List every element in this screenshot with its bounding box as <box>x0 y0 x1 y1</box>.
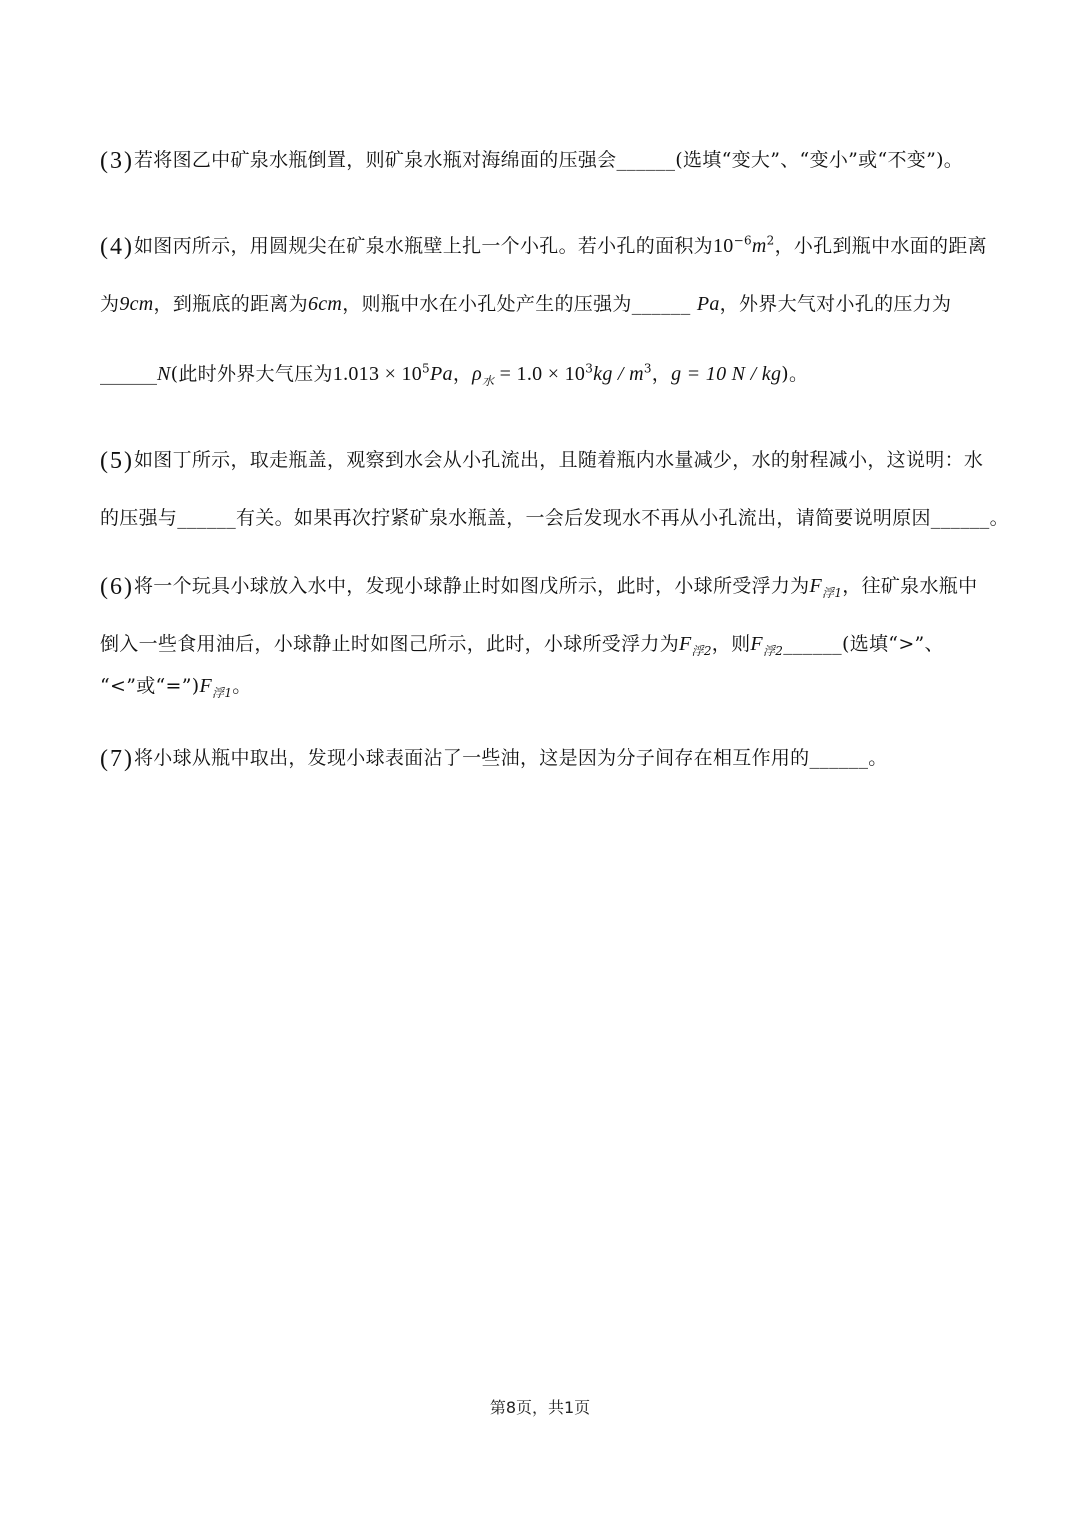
question-text: ，则瓶中水在小孔处产生的压强为______ <box>342 293 691 315</box>
question-number: (5) <box>100 448 134 474</box>
area-unit: m <box>751 235 767 257</box>
area-exponent: −6 <box>733 233 752 248</box>
buoyancy-symbol: F <box>199 675 213 697</box>
question-text: ， <box>452 363 473 385</box>
question-number: (4) <box>100 234 134 260</box>
pressure-exponent: 5 <box>422 361 430 376</box>
question-number: (7) <box>100 746 134 772</box>
question-5-line-2 <box>100 504 1020 532</box>
density-unit-exponent: 3 <box>643 361 652 376</box>
question-text: 为 <box>100 293 120 315</box>
question-text: ，则 <box>711 633 751 655</box>
question-4-line-2 <box>100 290 1020 318</box>
pressure-unit: Pa <box>429 363 453 385</box>
pressure-value: 1.013 × 10 <box>332 363 423 385</box>
question-text: (此时外界大气压为 <box>170 363 333 385</box>
area-value: 10 <box>713 235 734 257</box>
question-text: ______(选填“>”、 <box>783 633 944 655</box>
page-footer: 第8页，共1页 <box>489 1398 591 1417</box>
density-unit: kg / m <box>593 363 644 385</box>
question-4-line-1 <box>100 232 1020 261</box>
buoyancy-symbol: F <box>809 575 823 597</box>
density-value: = 1.0 × 10 <box>494 363 586 385</box>
distance-value: 6cm <box>307 293 343 315</box>
force-unit: N <box>157 363 171 385</box>
question-number: (6) <box>100 574 134 600</box>
buoyancy-subscript: 浮2 <box>762 643 784 658</box>
buoyancy-subscript: 浮1 <box>822 585 843 600</box>
density-symbol: ρ <box>472 363 483 385</box>
question-text: ， <box>651 363 672 385</box>
question-6-line-3 <box>100 672 1020 700</box>
question-text: 将小球从瓶中取出，发现小球表面沾了一些油，这是因为分子间存在相互作用的______。 <box>133 747 888 769</box>
distance-value: 9cm <box>119 293 154 315</box>
question-text: ，到瓶底的距离为 <box>153 293 308 315</box>
question-5-line-1 <box>100 446 1020 475</box>
question-text: 若将图乙中矿泉水瓶倒置，则矿泉水瓶对海绵面的压强会______(选填“变大”、“变小”或“不变”)。 <box>133 149 964 171</box>
gravity-value: g = 10 N / kg <box>671 363 782 385</box>
question-text: ，小孔到瓶中水面的距离 <box>774 235 987 257</box>
question-3 <box>100 146 1020 175</box>
buoyancy-symbol: F <box>679 633 692 655</box>
buoyancy-subscript: 浮1 <box>212 685 233 700</box>
density-exponent: 3 <box>585 361 594 376</box>
question-text: 。 <box>232 675 252 697</box>
question-text: ，外界大气对小孔的压力为 <box>719 293 952 315</box>
question-text: 如图丁所示，取走瓶盖，观察到水会从小孔流出，且随着瓶内水量减少，水的射程减小，这说明：水 <box>133 449 984 471</box>
question-6-line-2 <box>100 630 1020 658</box>
question-text: 倒入一些食用油后，小球静止时如图己所示，此时，小球所受浮力为 <box>100 633 680 655</box>
pressure-unit: Pa <box>696 293 720 315</box>
area-unit-exponent: 2 <box>766 233 775 248</box>
question-text: “<”或“=”) <box>100 675 200 697</box>
question-text: ，往矿泉水瓶中 <box>842 575 978 597</box>
question-text: 的压强与______有关。如果再次拧紧矿泉水瓶盖，一会后发现水不再从小孔流出，请简要说明原因______。 <box>100 507 1009 529</box>
question-7 <box>100 744 1020 773</box>
buoyancy-symbol: F <box>750 633 763 655</box>
question-text: 如图丙所示，用圆规尖在矿泉水瓶壁上扎一个小孔。若小孔的面积为 <box>133 235 713 257</box>
answer-blank: ______ <box>100 363 157 385</box>
question-text: 将一个玩具小球放入水中，发现小球静止时如图戊所示，此时，小球所受浮力为 <box>133 575 810 597</box>
question-text: )。 <box>781 363 809 385</box>
density-subscript: 水 <box>482 373 495 388</box>
question-4-line-3 <box>100 360 1020 388</box>
buoyancy-subscript: 浮2 <box>691 643 712 658</box>
question-number: (3) <box>100 148 134 174</box>
question-6-line-1 <box>100 572 1020 601</box>
